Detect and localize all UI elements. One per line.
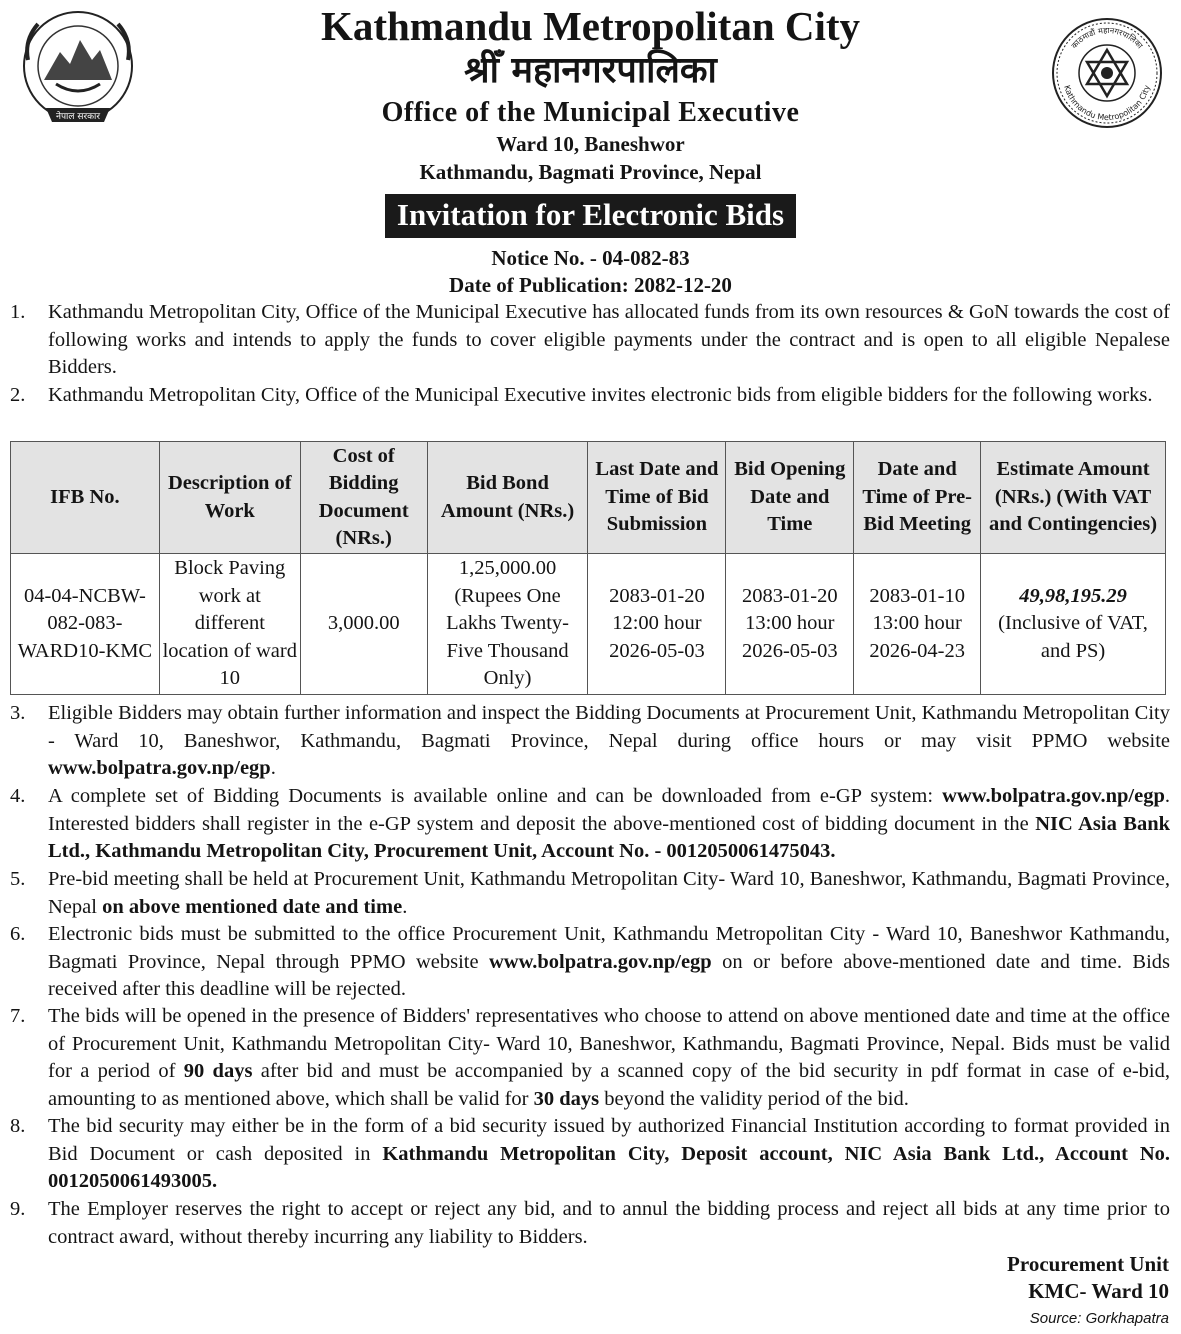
source-credit: Source: Gorkhapatra [1029,1310,1169,1327]
cell-ifb-no: 04-04-NCBW-082-083-WARD10-KMC [11,554,160,695]
paragraph-3: 3. Eligible Bidders may obtain further information and inspect the Bidding Documents at Procurement Unit, Kathmandu Metropolitan City - Ward 10, Baneshwor, Kathmandu, Bagmati Province, Nepal during office hours or may visit PPMO website www.bolpatra.gov.np/egp. [10,702,1170,780]
paragraph-7: 7. The bids will be opened in the presence of Bidders' representatives who choose to attend on above mentioned date and time at the office of Procurement Unit, Kathmandu Metropolitan City- Ward 10, Baneshwor, Kathmandu, Bagmati Province, Nepal. Bids must be valid for a period of 90 days after bid and must be accompanied by a scanned copy of the bid security in pdf format in case of e-bid, amounting to as mentioned above, which shall be valid for 30 days beyond the validity period of the bid. [10,1005,1170,1110]
cell-estimate: 49,98,195.29 (Inclusive of VAT, and PS) [981,554,1166,695]
svg-text:Kathmandu Metropolitan City: Kathmandu Metropolitan City [1062,84,1152,123]
city-title-nepali: श्रीँ महानगरपालिका [464,49,717,91]
paragraph-5: 5. Pre-bid meeting shall be held at Procurement Unit, Kathmandu Metropolitan City- Ward 10, Baneshwor, Kathmandu, Bagmati Province, Nepal on above mentioned date and time. [10,868,1170,918]
cell-opening: 2083-01-20 13:00 hour 2026-05-03 [726,554,854,695]
paragraph-4: 4. A complete set of Bidding Documents is available online and can be downloaded from e-GP system: www.bolpatra.gov.np/egp. Interested bidders shall register in the e-GP system and deposit the above-mentioned cost of bidding document in the NIC Asia Bank Ltd., Kathmandu Metropolitan City, Procurement Unit, Account No. - 0012050061475043. [10,785,1170,863]
cell-submission: 2083-01-20 12:00 hour 2026-05-03 [588,554,726,695]
signature-ward: KMC- Ward 10 [1028,1279,1169,1303]
paragraph-1: 1. Kathmandu Metropolitan City, Office of the Municipal Executive has allocated funds from its own resources & GoN towards the cost of following works and intends to apply the funds to cover eligible payments under the contract and is open to all eligible Nepalese Bidders. [10,301,1170,379]
paragraph-2: 2. Kathmandu Metropolitan City, Office of the Municipal Executive invites electronic bids from eligible bidders for the following works. [10,384,1153,406]
cell-prebid: 2083-01-10 13:00 hour 2026-04-23 [854,554,981,695]
publication-date: Date of Publication: 2082-12-20 [449,273,732,297]
works-table [10,441,1166,695]
cell-description: Block Paving work at different location of ward 10 [159,554,300,695]
col-description: Description of Work [159,442,300,554]
cell-bid-bond: 1,25,000.00 (Rupees One Lakhs Twenty-Five Thousand Only) [427,554,588,695]
address-line: Kathmandu, Bagmati Province, Nepal [419,160,762,184]
city-title: Kathmandu Metropolitan City [320,3,861,49]
notice-header [0,0,1181,240]
svg-text:काठमाडौं महानगरपालिका: काठमाडौं महानगरपालिका [1069,25,1145,51]
col-ifb-no: IFB No. [11,442,160,554]
col-opening: Bid Opening Date and Time [726,442,854,554]
col-prebid: Date and Time of Pre-Bid Meeting [854,442,981,554]
cell-cost: 3,000.00 [300,554,427,695]
table-row [11,554,1166,695]
table-header-row [11,442,1166,554]
notice-banner: Invitation for Electronic Bids [385,194,796,238]
ward-line: Ward 10, Baneshwor [496,132,685,156]
col-submission: Last Date and Time of Bid Submission [588,442,726,554]
col-estimate: Estimate Amount (NRs.) (With VAT and Contingencies) [981,442,1166,554]
paragraph-9: 9. The Employer reserves the right to accept or reject any bid, and to annul the bidding process and reject all bids at any time prior to contract award, without thereby incurring any liability to Bidders. [10,1198,1170,1248]
signature-unit: Procurement Unit [1007,1252,1169,1276]
banner-wrapper [0,194,1181,238]
col-cost: Cost of Bidding Document (NRs.) [300,442,427,554]
notice-number: Notice No. - 04-082-83 [491,246,690,270]
paragraph-6: 6. Electronic bids must be submitted to the office Procurement Unit, Kathmandu Metropolitan City - Ward 10, Baneshwor Kathmandu, Bagmati Province, Nepal through PPMO website www.bolpatra.gov.np/egp on or before above-mentioned date and time. Bids received after this deadline will be rejected. [10,923,1170,1001]
paragraph-8: 8. The bid security may either be in the form of a bid security issued by authorized Financial Institution according to format provided in Bid Document or cash deposited in Kathmandu Metropolitan City, Deposit account, NIC Asia Bank Ltd., Account No. 0012050061493005. [10,1115,1170,1193]
svg-text:नेपाल सरकार: नेपाल सरकार [55,112,101,122]
kmc-seal-icon [1046,16,1168,130]
office-title: Office of the Municipal Executive [381,97,800,128]
col-bid-bond: Bid Bond Amount (NRs.) [427,442,588,554]
